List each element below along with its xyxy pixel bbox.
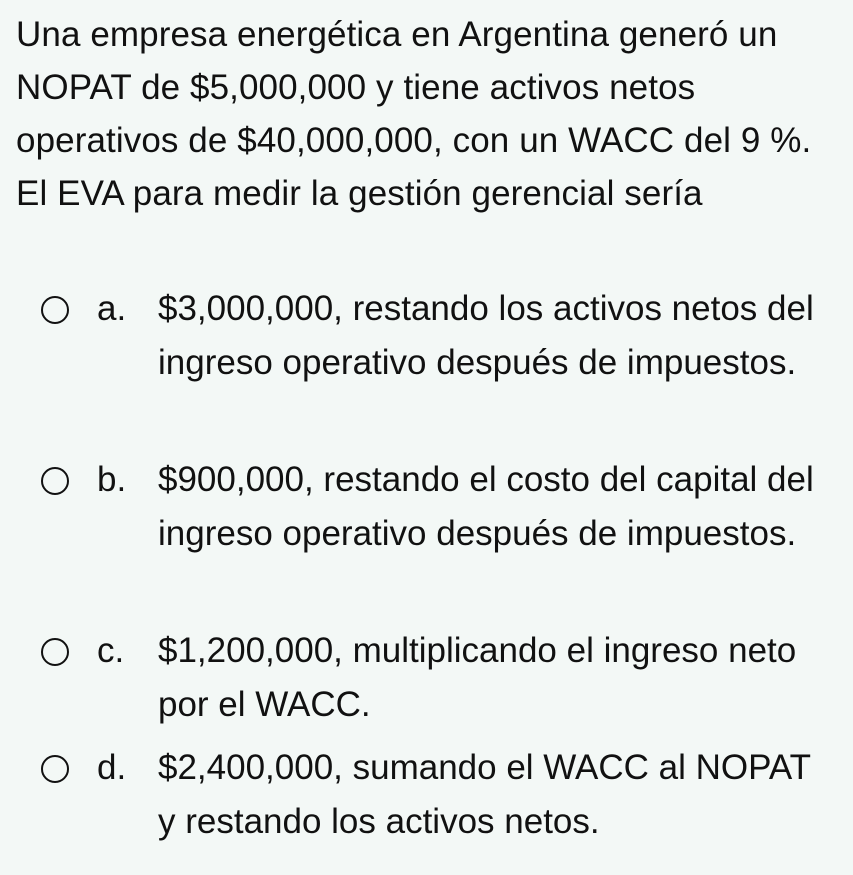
- option-text[interactable]: $1,200,000, multiplicando el ingreso neto por el WACC.: [158, 631, 797, 724]
- option-letter: b.: [97, 460, 127, 499]
- question-text: Una empresa energética en Argentina generó un NOPAT de $5,000,000 y tiene activos netos operativos de $40,000,000, con un WACC del 9 %. El EVA para medir la gestión gerencial sería: [16, 15, 812, 213]
- radio-button-icon[interactable]: [41, 755, 69, 783]
- option-letter: d.: [97, 748, 127, 787]
- option-text[interactable]: $2,400,000, sumando el WACC al NOPAT y restando los activos netos.: [158, 748, 811, 841]
- option-text[interactable]: $3,000,000, restando los activos netos del ingreso operativo después de impuestos.: [158, 289, 814, 382]
- option-letter: a.: [97, 289, 127, 328]
- radio-button-icon[interactable]: [41, 467, 69, 495]
- option-letter: c.: [97, 631, 125, 670]
- radio-button-icon[interactable]: [41, 638, 69, 666]
- radio-button-icon[interactable]: [41, 296, 69, 324]
- option-text[interactable]: $900,000, restando el costo del capital del ingreso operativo después de impuestos.: [158, 460, 814, 553]
